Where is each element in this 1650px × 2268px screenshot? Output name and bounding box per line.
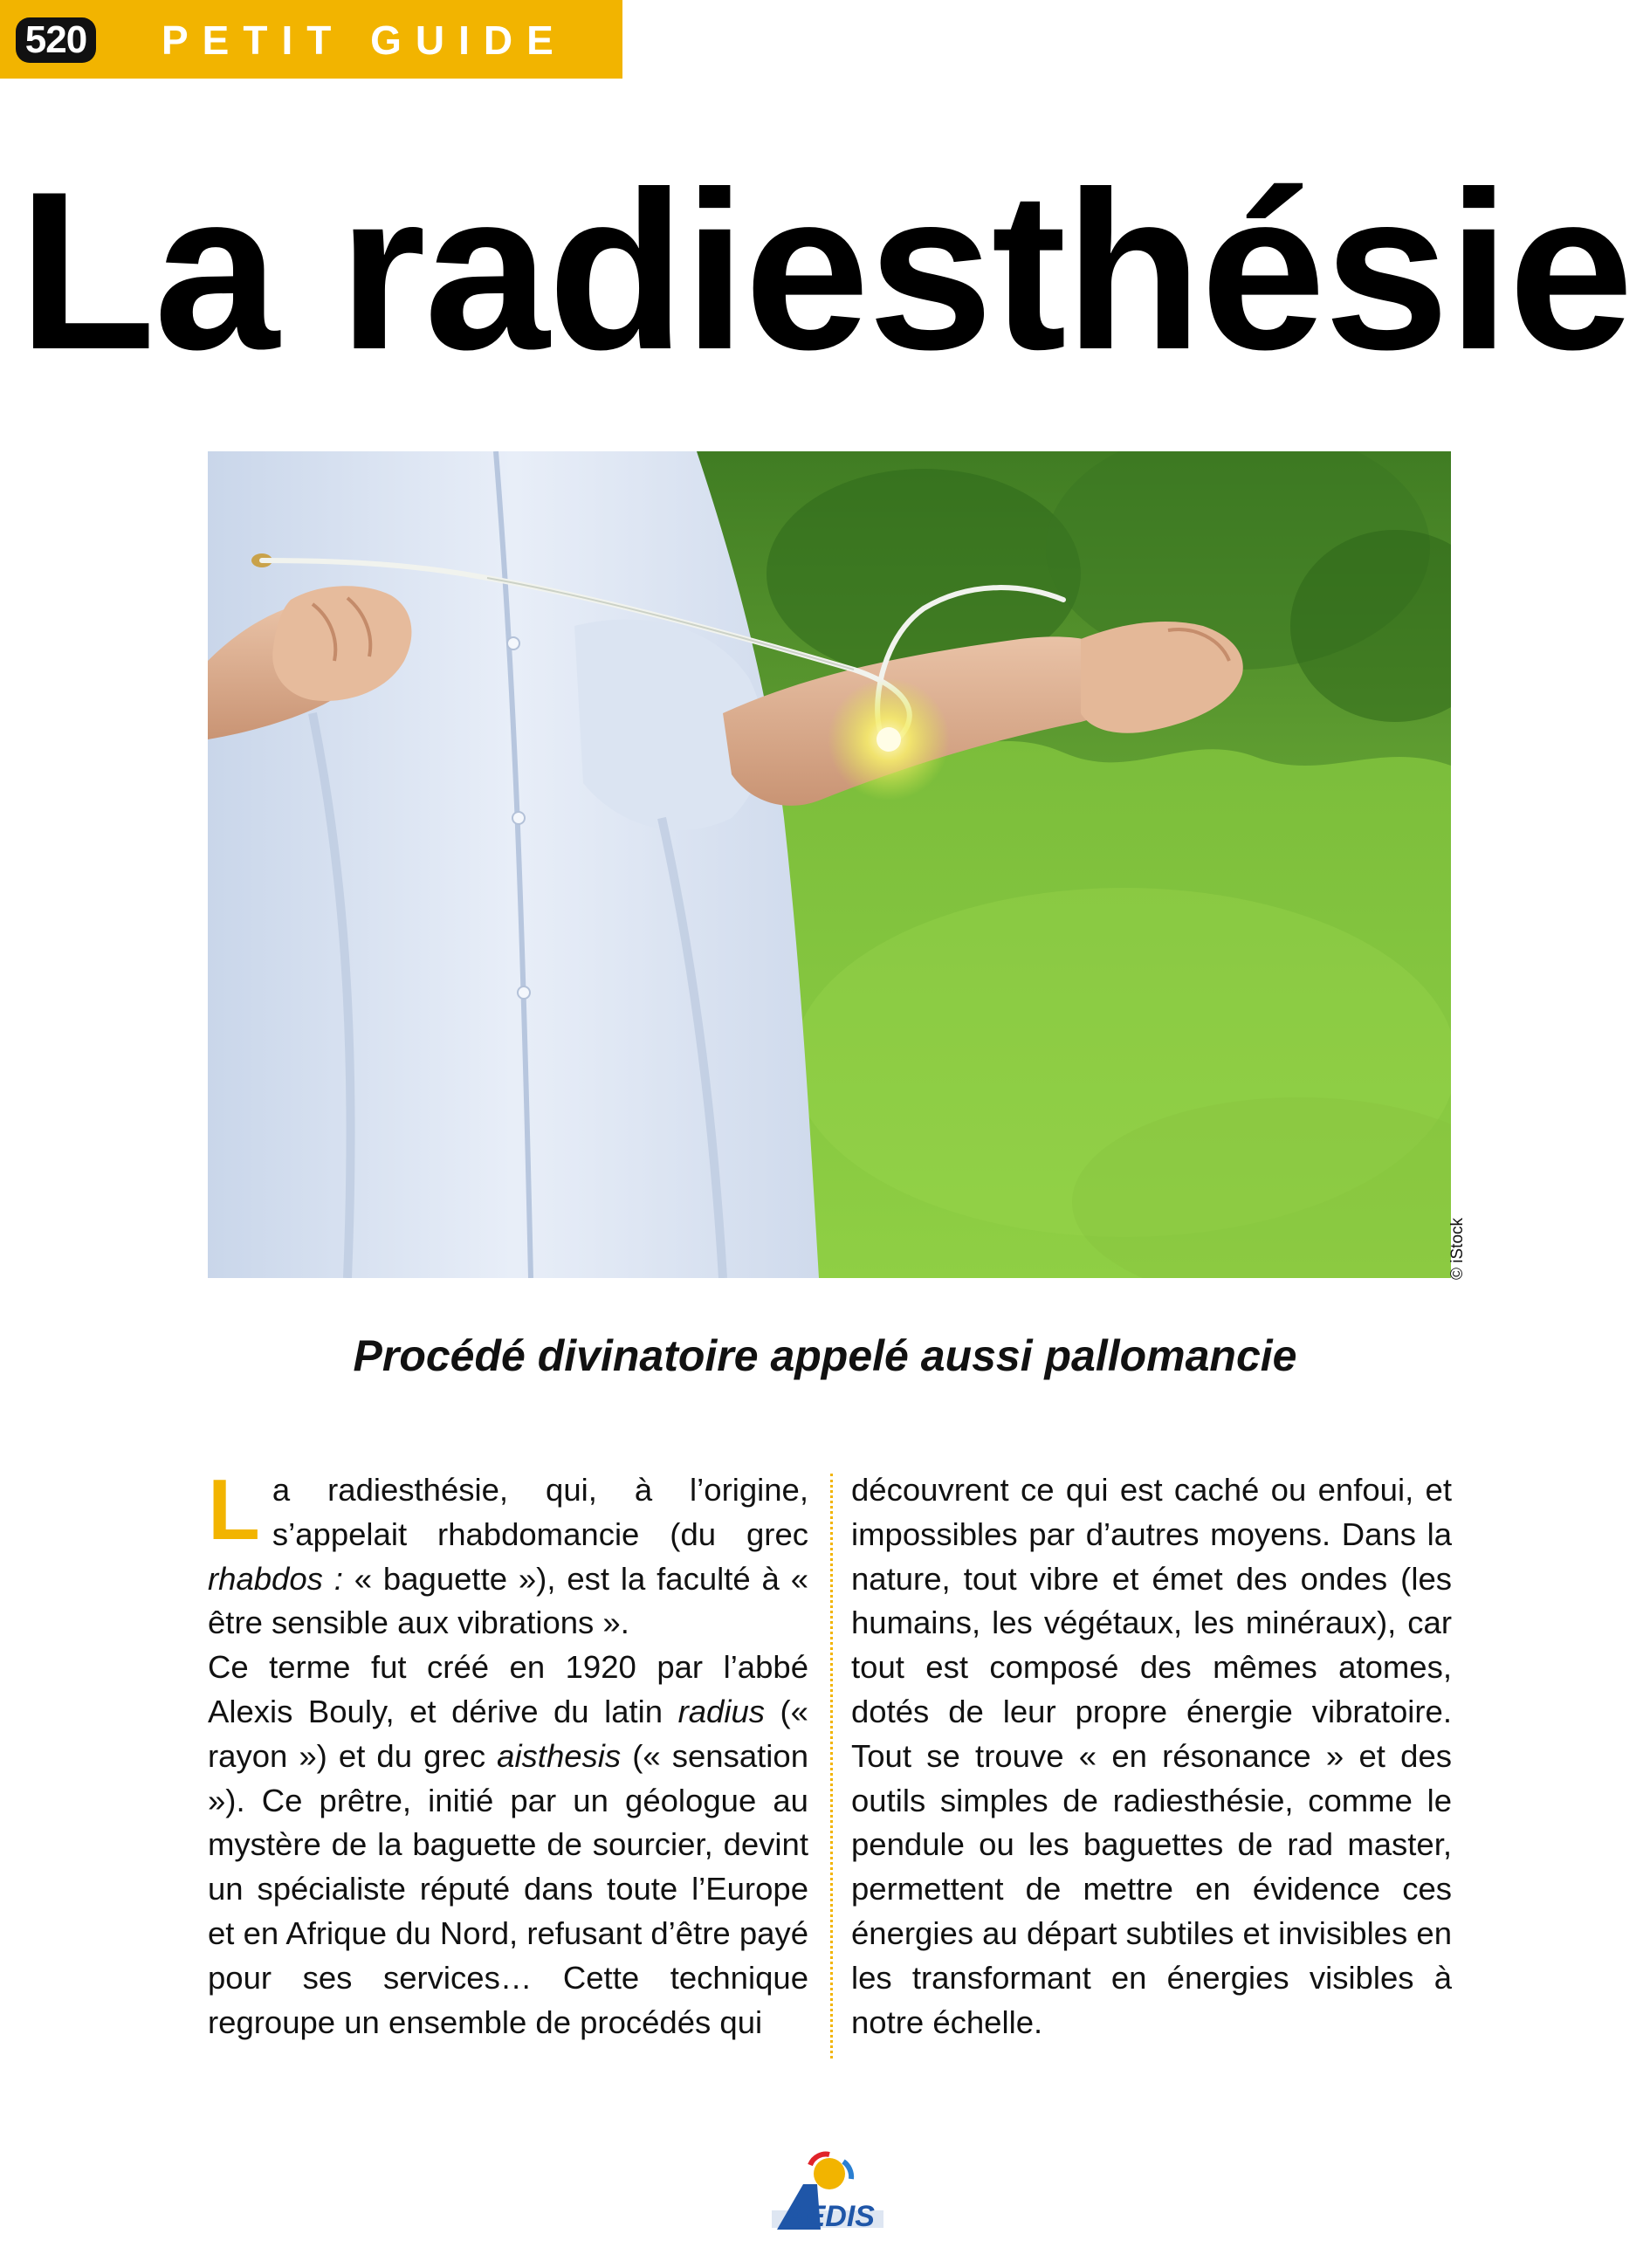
dowsing-photo-illustration xyxy=(208,451,1451,1278)
drop-cap: L xyxy=(208,1461,260,1557)
paragraph-2-text-a: Ce terme fut créé en 1920 par l’abbé Alexis Bouly, et dérive du latin xyxy=(208,1649,808,1729)
paragraph-1-text-a: a radiesthésie, qui, à l’origine, s’appelait rhabdomancie (du grec xyxy=(272,1472,808,1552)
paragraph-2 xyxy=(208,1646,808,2045)
paragraph-3: découvrent ce qui est caché ou enfoui, et impossibles par d’autres moyens. Dans la nature, tout vibre et émet des ondes (les humains, les végétaux, les minéraux), car tout est composé des mêmes atomes, dotés de leur propre énergie vibratoire. Tout se trouve « en résonance » et des outils simples de radiesthésie, comme le pendule ou les baguettes de rad master, permettent de mettre en évidence ces énergies au départ subtiles et invisibles en les transformant en énergies visibles à notre échelle. xyxy=(851,1472,1452,2040)
paragraph-1-text-b: « baguette »), est la faculté à « être sensible aux vibrations ». xyxy=(208,1560,808,1641)
series-name: PETIT GUIDE xyxy=(162,17,567,63)
aedis-logo-icon xyxy=(768,2149,890,2237)
series-number-badge: 520 xyxy=(16,17,96,63)
photo-credit: © iStock xyxy=(1448,1217,1467,1280)
body-column-left xyxy=(208,1461,808,2045)
body-column-right xyxy=(851,1468,1452,2045)
cover-photo xyxy=(208,451,1451,1278)
publisher-logo-text: AEDIS xyxy=(784,2200,875,2233)
page-title: La radiesthésie xyxy=(17,144,1633,396)
paragraph-2-italic-term-2: aisthesis xyxy=(497,1737,622,1774)
subtitle: Procédé divinatoire appelé aussi pallomancie xyxy=(353,1331,1297,1380)
paragraph-2-text-b: (« rayon ») et du grec xyxy=(208,1693,808,1774)
publisher-logo xyxy=(768,2149,890,2237)
column-divider xyxy=(830,1474,833,2058)
paragraph-1-italic-term: rhabdos : xyxy=(208,1560,343,1597)
paragraph-2-text-c: (« sensation »). Ce prêtre, initié par un géologue au mystère de la baguette de sourcier, devint un spécialiste réputé dans toute l’Europe et en Afrique du Nord, refusant d’être payé pour ses services… Cette technique regroupe un ensemble de procédés qui xyxy=(208,1737,808,2040)
paragraph-2-italic-term-1: radius xyxy=(677,1693,766,1729)
paragraph-1 xyxy=(208,1461,808,1646)
header-band xyxy=(0,0,622,79)
